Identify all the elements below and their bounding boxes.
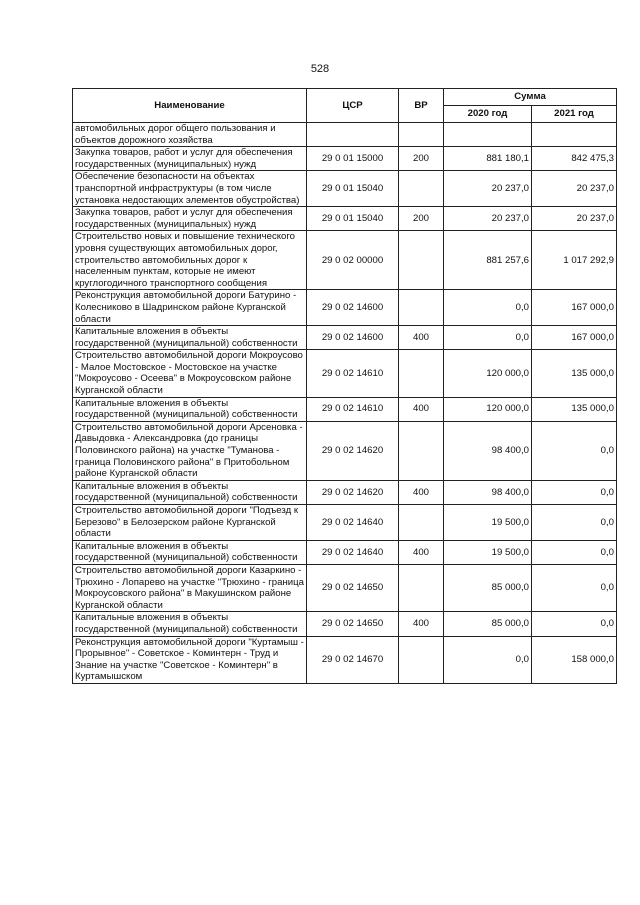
header-vr: ВР [399, 89, 444, 123]
table-row [73, 480, 617, 504]
cell-name: Капитальные вложения в объекты государственной (муниципальной) собственности [73, 397, 307, 421]
cell-name: Строительство новых и повышение технического уровня существующих автомобильных дорог, строительство автомобильных дорог к населенным пунктам, которые не имеют круглогодичного транспортного сообщения [73, 231, 307, 290]
cell-vr [399, 421, 444, 480]
cell-sum-2021: 0,0 [532, 612, 617, 636]
cell-name: Капитальные вложения в объекты государственной (муниципальной) собственности [73, 612, 307, 636]
cell-sum-2020: 85 000,0 [444, 564, 532, 611]
cell-vr [399, 564, 444, 611]
header-year-2021: 2021 год [532, 106, 617, 123]
cell-name: Строительство автомобильной дороги "Подъезд к Березово" в Белозерском районе Курганской области [73, 505, 307, 541]
cell-sum-2021: 842 475,3 [532, 147, 617, 171]
table-row [73, 350, 617, 397]
cell-sum-2020: 19 500,0 [444, 505, 532, 541]
cell-sum-2020: 19 500,0 [444, 540, 532, 564]
cell-name: Капитальные вложения в объекты государственной (муниципальной) собственности [73, 326, 307, 350]
cell-vr [399, 171, 444, 207]
page-number: 528 [310, 63, 330, 75]
table-row [73, 231, 617, 290]
table-row [73, 505, 617, 541]
cell-sum-2021: 158 000,0 [532, 636, 617, 683]
cell-name: автомобильных дорог общего пользования и объектов дорожного хозяйства [73, 123, 307, 147]
cell-sum-2021: 135 000,0 [532, 350, 617, 397]
table-row [73, 147, 617, 171]
cell-csr: 29 0 01 15000 [307, 147, 399, 171]
cell-sum-2021: 0,0 [532, 505, 617, 541]
cell-name: Обеспечение безопасности на объектах транспортной инфраструктуры (в том числе установка недостающих элементов обустройства) [73, 171, 307, 207]
cell-vr: 400 [399, 480, 444, 504]
cell-sum-2020: 20 237,0 [444, 171, 532, 207]
cell-csr: 29 0 02 14620 [307, 480, 399, 504]
cell-vr [399, 505, 444, 541]
cell-vr [399, 290, 444, 326]
header-csr: ЦСР [307, 89, 399, 123]
cell-csr: 29 0 02 14610 [307, 397, 399, 421]
header-name: Наименование [73, 89, 307, 123]
cell-name: Закупка товаров, работ и услуг для обеспечения государственных (муниципальных) нужд [73, 147, 307, 171]
cell-name: Капитальные вложения в объекты государственной (муниципальной) собственности [73, 540, 307, 564]
cell-sum-2021: 167 000,0 [532, 326, 617, 350]
cell-sum-2021: 167 000,0 [532, 290, 617, 326]
table-row [73, 421, 617, 480]
cell-vr [399, 123, 444, 147]
cell-csr: 29 0 02 14640 [307, 505, 399, 541]
table-header [73, 89, 617, 123]
cell-csr: 29 0 02 00000 [307, 231, 399, 290]
table-row [73, 171, 617, 207]
cell-sum-2020: 881 257,6 [444, 231, 532, 290]
cell-sum-2020: 98 400,0 [444, 421, 532, 480]
cell-sum-2020: 0,0 [444, 636, 532, 683]
cell-name: Строительство автомобильной дороги Мокроусово - Малое Мостовское - Мостовское на участке "Мокроусово - Осеева" в Мокроусовском районе Курганской области [73, 350, 307, 397]
budget-table [72, 88, 617, 684]
cell-sum-2021 [532, 123, 617, 147]
cell-vr: 400 [399, 612, 444, 636]
cell-csr: 29 0 02 14610 [307, 350, 399, 397]
cell-name: Реконструкция автомобильной дороги "Куртамыш - Прорывное" - Советское - Коминтерн - Труд и Знание на участке "Советское - Коминтерн" в Куртамышском [73, 636, 307, 683]
cell-name: Строительство автомобильной дороги Арсеновка - Давыдовка - Александровка (до границы Половинского района) на участке "Туманова - граница Половинского района" в Притобольном районе Курганской области [73, 421, 307, 480]
cell-sum-2020: 20 237,0 [444, 207, 532, 231]
cell-sum-2021: 135 000,0 [532, 397, 617, 421]
cell-name: Реконструкция автомобильной дороги Батурино - Колесниково в Шадринском районе Курганской области [73, 290, 307, 326]
table-row [73, 397, 617, 421]
cell-csr: 29 0 02 14640 [307, 540, 399, 564]
cell-sum-2021: 0,0 [532, 540, 617, 564]
cell-csr: 29 0 02 14620 [307, 421, 399, 480]
cell-csr: 29 0 02 14600 [307, 326, 399, 350]
header-year-2020: 2020 год [444, 106, 532, 123]
cell-sum-2021: 20 237,0 [532, 171, 617, 207]
cell-csr: 29 0 01 15040 [307, 207, 399, 231]
table-row [73, 290, 617, 326]
cell-sum-2021: 0,0 [532, 421, 617, 480]
table-row [73, 326, 617, 350]
cell-sum-2021: 20 237,0 [532, 207, 617, 231]
cell-vr [399, 231, 444, 290]
cell-csr: 29 0 02 14600 [307, 290, 399, 326]
cell-csr: 29 0 02 14650 [307, 612, 399, 636]
cell-vr [399, 636, 444, 683]
cell-sum-2021: 0,0 [532, 480, 617, 504]
table-row [73, 207, 617, 231]
cell-sum-2020: 0,0 [444, 326, 532, 350]
cell-sum-2021: 1 017 292,9 [532, 231, 617, 290]
table-row [73, 123, 617, 147]
cell-vr: 400 [399, 326, 444, 350]
cell-sum-2020: 881 180,1 [444, 147, 532, 171]
cell-sum-2021: 0,0 [532, 564, 617, 611]
cell-csr: 29 0 02 14670 [307, 636, 399, 683]
table-body [73, 123, 617, 684]
cell-sum-2020: 120 000,0 [444, 350, 532, 397]
cell-sum-2020: 98 400,0 [444, 480, 532, 504]
cell-csr [307, 123, 399, 147]
header-sum: Сумма [444, 89, 617, 106]
cell-vr: 400 [399, 397, 444, 421]
cell-vr [399, 350, 444, 397]
cell-vr: 200 [399, 147, 444, 171]
table-row [73, 540, 617, 564]
cell-name: Закупка товаров, работ и услуг для обеспечения государственных (муниципальных) нужд [73, 207, 307, 231]
table-row [73, 612, 617, 636]
cell-csr: 29 0 01 15040 [307, 171, 399, 207]
cell-vr: 400 [399, 540, 444, 564]
cell-sum-2020: 85 000,0 [444, 612, 532, 636]
table-row [73, 564, 617, 611]
cell-sum-2020 [444, 123, 532, 147]
table-row [73, 636, 617, 683]
cell-csr: 29 0 02 14650 [307, 564, 399, 611]
cell-name: Строительство автомобильной дороги Казаркино - Трюхино - Лопарево на участке "Трюхино - граница Мокроусовского района" в Макушинском районе Курганской области [73, 564, 307, 611]
cell-sum-2020: 120 000,0 [444, 397, 532, 421]
cell-vr: 200 [399, 207, 444, 231]
cell-sum-2020: 0,0 [444, 290, 532, 326]
cell-name: Капитальные вложения в объекты государственной (муниципальной) собственности [73, 480, 307, 504]
